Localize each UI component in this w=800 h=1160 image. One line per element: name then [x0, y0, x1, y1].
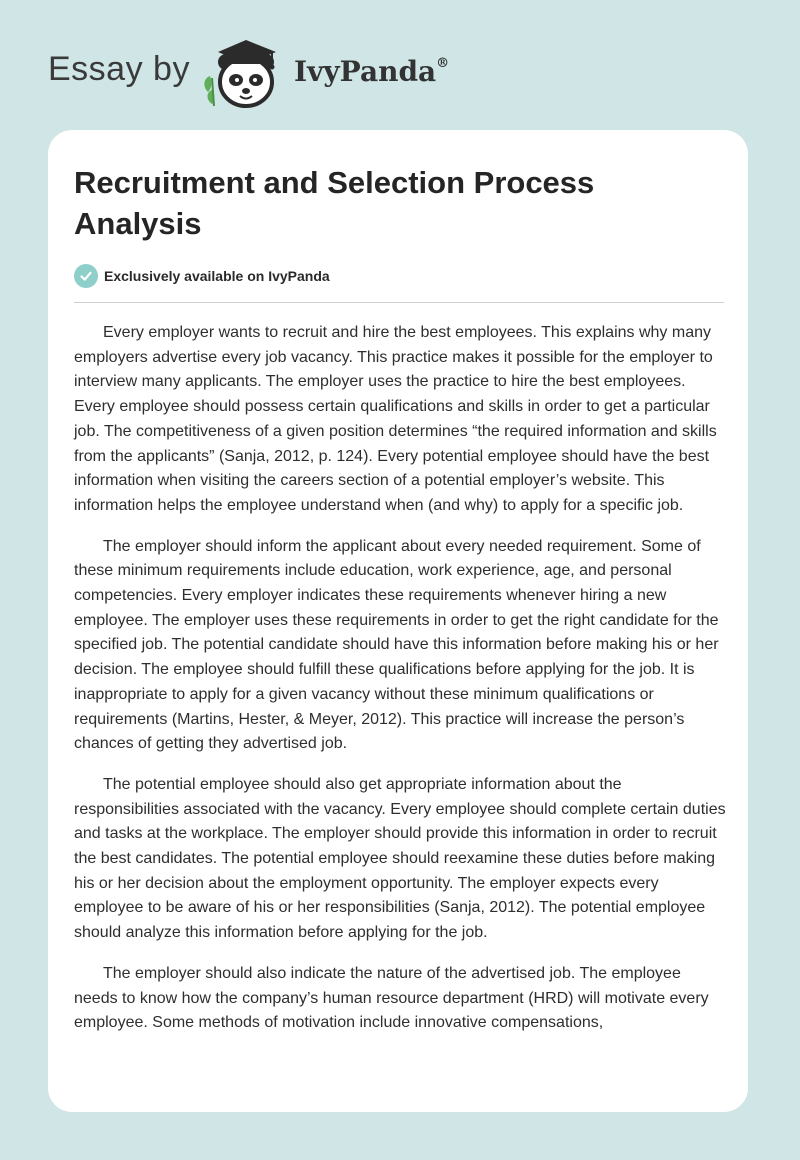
paragraph: The employer should inform the applicant about every needed requirement. Some of these minimum requirements include education, work experience, age, and personal competencies. Every employer indicates these requirements whenever hiring a new employee. The employer uses these requirements in order to get the right candidate for the specified job. The potential candidate should have this information before making his or her decision. The employee should fulfill these qualifications before applying for the job. It is inappropriate to apply for a given vacancy without these minimum qualifications or requirements (Martins, Hester, & Meyer, 2012). This practice will increase the person’s chances of getting they advertised job. [74, 537, 719, 753]
essay-by-label: Essay by [48, 50, 190, 88]
exclusive-badge-text: Exclusively available on IvyPanda [104, 268, 330, 284]
paragraph: The potential employee should also get appropriate information about the responsibilities associated with the vacancy. Every employee should complete certain duties and tasks at the workplace. The employer should provide this information in order to recruit the best candidates. The potential employee should reexamine these duties before making his or her decision about the employment opportunity. The employer expects every employee to be aware of his or her responsibilities (Sanja, 2012). The potential employee should analyze this information before applying for the job. [74, 775, 726, 942]
exclusive-badge [74, 263, 330, 289]
check-icon [74, 264, 98, 288]
essay-body [74, 321, 728, 1052]
panda-graduate-icon[interactable] [200, 34, 292, 110]
paragraph: The employer should also indicate the nature of the advertised job. The employee needs to know how the company’s human resource department (HRD) will motivate every employee. Some methods of motivation include innovative compensations, [74, 964, 709, 1032]
page-title: Recruitment and Selection Process Analysis [74, 165, 595, 241]
divider [74, 302, 724, 303]
paragraph: Every employer wants to recruit and hire the best employees. This explains why many employers advertise every job vacancy. This practice makes it possible for the employer to interview many applicants. The employer uses the practice to hire the best employees. Every employee should possess certain qualifications and skills in order to get a particular job. The competitiveness of a given position determines “the required information and skills from the applicants” (Sanja, 2012, p. 124). Every potential employee should have the best information when visiting the careers section of a potential employer’s website. This information helps the employee understand when (and why) to apply for a specific job. [74, 324, 717, 514]
essay-card [48, 130, 748, 1112]
registered-mark: ® [436, 55, 450, 71]
brand-name[interactable]: IvyPanda® [294, 55, 450, 88]
site-header [0, 0, 800, 130]
